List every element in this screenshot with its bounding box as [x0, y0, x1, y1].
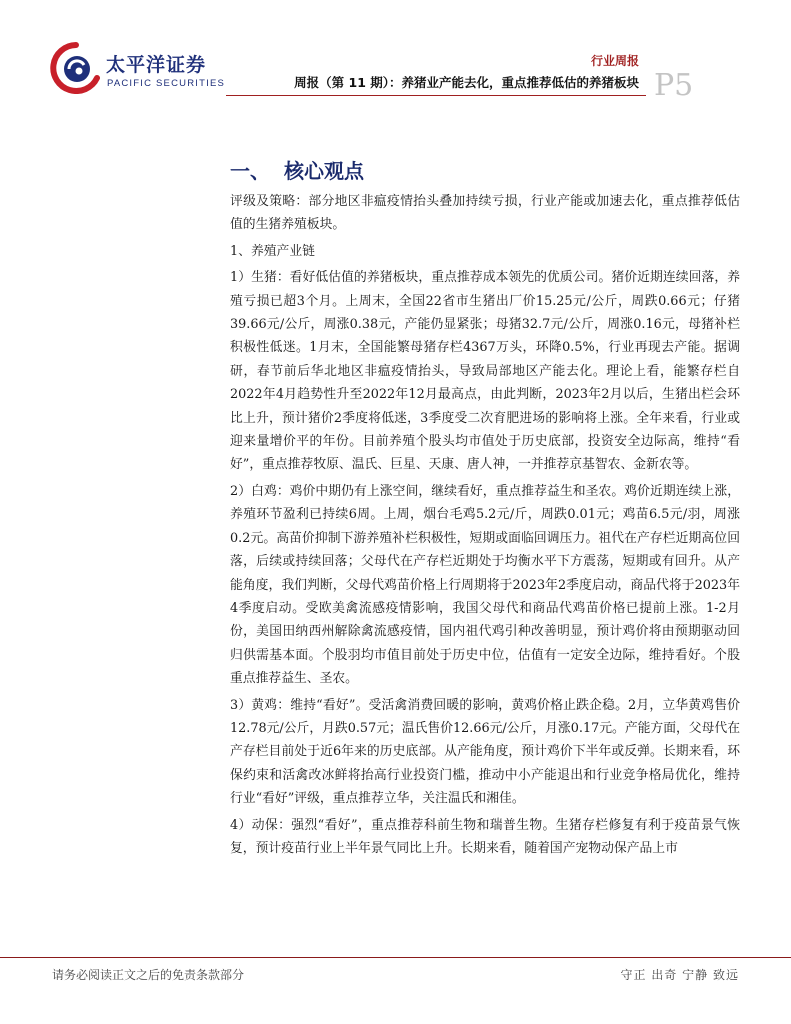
report-type-label: 行业周报 — [590, 54, 639, 68]
footer-divider — [0, 957, 791, 958]
section-number: 一、 — [230, 159, 270, 183]
paragraph-rating-strategy: 评级及策略：部分地区非瘟疫情抬头叠加持续亏损，行业产能或加速去化，重点推荐低估值的生猪养殖板块。 — [230, 194, 740, 233]
footer-disclaimer: 请务必阅读正文之后的免责条款部分 — [52, 968, 245, 982]
paragraph-subheading-chain: 1、养殖产业链 — [230, 243, 315, 259]
section-title-text: 核心观点 — [284, 159, 364, 183]
footer-motto: 守正 出奇 宁静 致远 — [620, 968, 739, 982]
logo-chinese-name: 太平洋证券 — [106, 54, 207, 76]
paragraph-yellow-broiler: 3）黄鸡：维持“看好”。受活禽消费回暖的影响，黄鸡价格止跌企稳。2月，立华黄鸡售价12.78元/公斤，月跌0.57元；温氏售价12.66元/公斤，月涨0.17元。产能方面，父母代在产存栏目前处于近6年来的历史底部。从产能角度，预计鸡价下半年或反弹。长期来看，环保约束和活禽改冰鲜将抬高行业投资门槛，推动中小产能退出和行业竞争格局优化，维持行业“看好”评级，重点推荐立华，关注温氏和湘佳。 — [230, 697, 740, 807]
logo-english-name: PACIFIC SECURITIES — [107, 78, 226, 89]
report-title: 周报（第 11 期）：养猪业产能去化，重点推荐低估的养猪板块 — [294, 75, 639, 90]
paragraph-animal-health: 4）动保：强烈“看好”，重点推荐科前生物和瑞普生物。生猪存栏修复有利于疫苗景气恢复，预计疫苗行业上半年景气同比上升。长期来看，随着国产宠物动保产品上市 — [230, 817, 740, 856]
header-divider — [226, 95, 646, 96]
paragraph-white-broiler: 2）白鸡：鸡价中期仍有上涨空间，继续看好，重点推荐益生和圣农。鸡价近期连续上涨，养殖环节盈利已持续6周。上周，烟台毛鸡5.2元/斤，周跌0.01元；鸡苗6.5元/羽，周涨0.2元。高苗价抑制下游养殖补栏积极性，短期或面临回调压力。祖代在产存栏近期高位回落，后续或持续回落；父母代在产存栏近期处于均衡水平下方震荡，短期或有回升。从产能角度，我们判断，父母代鸡苗价格上行周期将于2023年2季度启动，商品代将于2023年4季度启动。受欧美禽流感疫情影响，我国父母代和商品代鸡苗价格已提前上涨。1-2月份，美国田纳西州解除禽流感疫情，国内祖代鸡引种改善明显，预计鸡价将由预期驱动回归供需基本面。个股羽均市值目前处于历史中位，估值有一定安全边际，维持看好。个股重点推荐益生、圣农。 — [230, 483, 740, 687]
body-content — [230, 190, 740, 863]
section-heading — [230, 155, 364, 184]
company-logo — [50, 42, 225, 102]
paragraph-hog: 1）生猪：看好低估值的养猪板块，重点推荐成本领先的优质公司。猪价近期连续回落，养殖亏损已超3个月。上周末，全国22省市生猪出厂价15.25元/公斤，周跌0.66元；仔猪39.66元/公斤，周涨0.38元，产能仍显紧张；母猪32.7元/公斤，周涨0.16元，母猪补栏积极性低迷。1月末，全国能繁母猪存栏4367万头，环降0.5%，行业再现去产能。据调研，春节前后华北地区非瘟疫情抬头，导致局部地区产能去化。理论上看，能繁存栏自2022年4月趋势性升至2022年12月最高点，由此判断，2023年2月以后，生猪出栏会环比上升，预计猪价2季度将低迷，3季度受二次育肥进场的影响将上涨。全年来看，行业或迎来量增价平的年份。目前养殖个股头均市值处于历史底部，投资安全边际高，维持“看好”，重点推荐牧原、温氏、巨星、天康、唐人神，一并推荐京基智农、金新农等。 — [230, 270, 740, 473]
page-number: P5 — [654, 68, 694, 103]
pacific-securities-logo-icon — [50, 42, 102, 94]
